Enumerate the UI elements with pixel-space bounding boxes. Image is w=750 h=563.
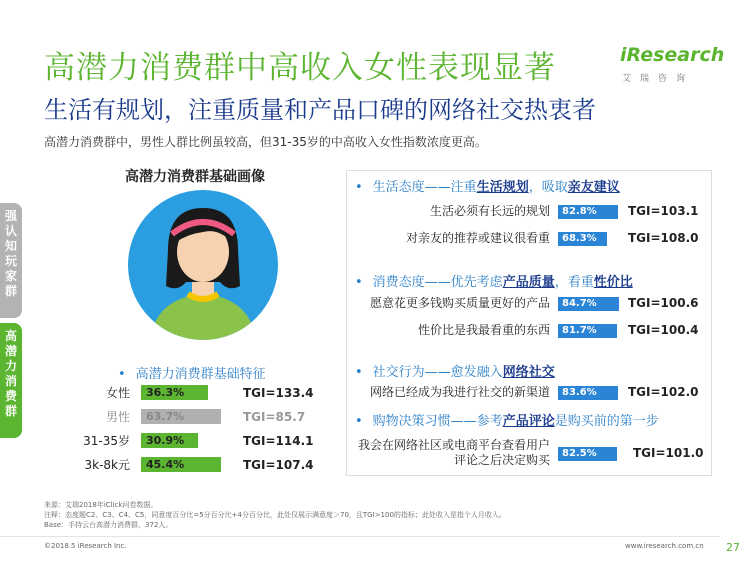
footer-copyright: ©2018.5 iResearch Inc.	[44, 542, 127, 550]
page-number: 27	[726, 541, 740, 554]
tgi-label: TGI=107.4	[243, 458, 314, 472]
bar-category-label: 31-35岁	[83, 434, 130, 448]
footer-divider	[0, 536, 720, 537]
bar-category-label: 网络已经成为我进行社交的新渠道	[369, 385, 550, 399]
bar-category-label: 3k-8k元	[84, 458, 130, 472]
page-subtitle: 生活有规划，注重质量和产品口碑的网络社交热衷者	[44, 96, 596, 124]
section-heading: • 购物决策习惯——参考产品评论是购买前的第一步	[355, 414, 659, 429]
footer-url[interactable]: www.iresearch.com.cn	[625, 542, 704, 550]
tgi-label: TGI=100.4	[628, 323, 699, 337]
logo-text: iResearch	[620, 44, 725, 66]
female-avatar-icon	[128, 190, 278, 340]
bar-category-label: 愿意花更多钱购买质量更好的产品	[369, 296, 550, 310]
bar: 82.8%	[558, 205, 618, 219]
bar: 82.5%	[558, 447, 617, 461]
bar: 45.4%	[141, 457, 221, 472]
section-heading: • 生活态度——注重生活规划，吸取亲友建议	[355, 180, 620, 195]
bar: 84.7%	[558, 297, 619, 311]
tgi-label: TGI=114.1	[243, 434, 314, 448]
footer-source: 来源：艾瑞2018年iClick问卷数据。 注释：态度题C2、C3、C4、C5，同意度百分比=5分百分比+4分百分比，此处仅展示满意度＞70，且TGI>100的指标；此处收入是指个人月收入。 Base：手持云台高潜力消费群，372人。	[44, 501, 506, 529]
bar-category-label: 性价比是我最看重的东西	[417, 323, 550, 337]
features-title: • 高潜力消费群基础特征	[118, 367, 266, 382]
tgi-label: TGI=101.0	[633, 446, 704, 460]
section-heading: • 社交行为——愈发融入网络社交	[355, 365, 555, 380]
bar: 83.6%	[558, 386, 618, 400]
bar-category-label: 男性	[105, 410, 130, 424]
side-tab-label: 高潜力消费群	[5, 329, 18, 418]
profile-title: 高潜力消费群基础画像	[125, 169, 265, 185]
bar: 30.9%	[141, 433, 198, 448]
iresearch-logo	[618, 44, 725, 86]
page-description: 高潜力消费群中，男性人群比例虽较高，但31-35岁的中高收入女性指数浓度更高。	[44, 135, 487, 149]
tgi-label: TGI=102.0	[628, 385, 699, 399]
bar-category-label: 生活必须有长远的规划	[429, 204, 550, 218]
bar-category-label: 对亲友的推荐或建议很看重	[405, 231, 550, 245]
tgi-label: TGI=100.6	[628, 296, 699, 310]
bar: 36.3%	[141, 385, 208, 400]
tgi-label: TGI=108.0	[628, 231, 699, 245]
bar: 68.3%	[558, 232, 607, 246]
side-tab-label: 强认知玩家群	[5, 209, 18, 298]
section-heading: • 消费态度——优先考虑产品质量，看重性价比	[355, 275, 633, 290]
bar: 81.7%	[558, 324, 617, 338]
side-tab-high-potential[interactable]	[0, 323, 22, 438]
tgi-label: TGI=85.7	[243, 410, 306, 424]
page-title: 高潜力消费群中高收入女性表现显著	[44, 50, 556, 86]
tgi-label: TGI=133.4	[243, 386, 314, 400]
bar-category-label: 女性	[105, 386, 130, 400]
bar: 63.7%	[141, 409, 221, 424]
bar-category-label: 我会在网络社区或电商平台查看用户评论之后决定购买	[357, 438, 550, 467]
side-tab-strong-cognition[interactable]	[0, 203, 22, 318]
logo-subtext: 艾瑞咨询	[622, 74, 695, 84]
tgi-label: TGI=103.1	[628, 204, 699, 218]
